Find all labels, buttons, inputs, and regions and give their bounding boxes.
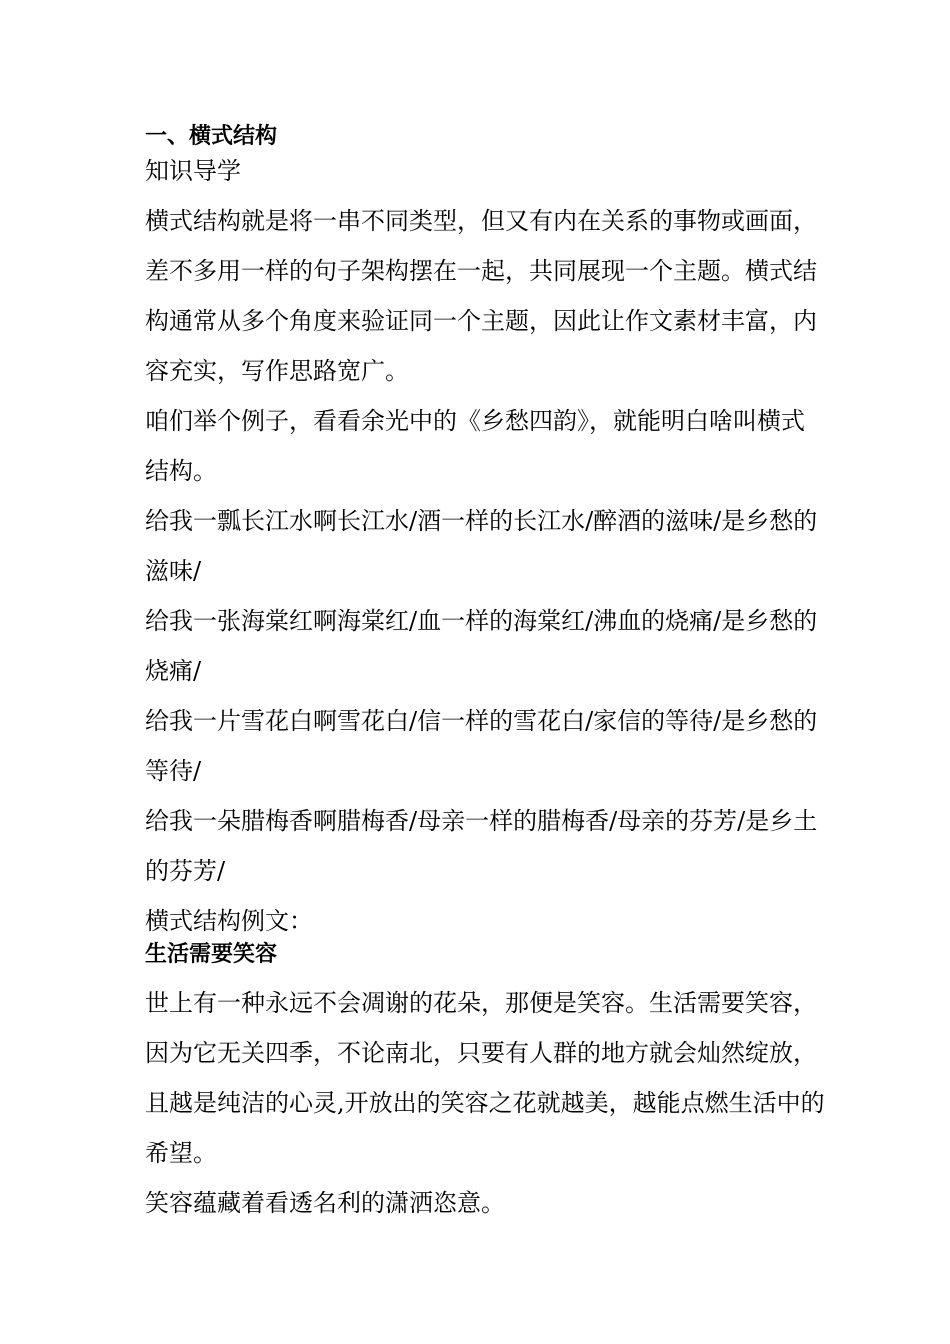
intro-paragraph	[145, 196, 817, 396]
poem	[145, 496, 818, 896]
poem-line: 给我一片雪花白啊雪花白/信一样的雪花白/家信的等待/是乡愁的	[145, 707, 818, 735]
poem-stanza	[145, 496, 818, 596]
subtitle: 知识导学	[145, 157, 241, 185]
document-page	[145, 120, 825, 1228]
essay-paragraph-2: 笑容蕴藏着看透名利的潇洒恣意。	[145, 1189, 505, 1217]
essay-title: 生活需要笑容	[145, 942, 278, 967]
paragraph-line: 横式结构就是将一串不同类型，但又有内在关系的事物或画面，	[145, 207, 817, 235]
poem-line: 滋味/	[145, 557, 202, 585]
paragraph-line: 希望。	[145, 1139, 217, 1167]
poem-stanza	[145, 796, 818, 896]
example-label: 横式结构例文：	[145, 907, 313, 935]
example-intro	[145, 396, 810, 496]
poem-stanza	[145, 696, 818, 796]
paragraph-line: 差不多用一样的句子架构摆在一起，共同展现一个主题。横式结	[145, 257, 817, 285]
paragraph-line: 且越是纯洁的心灵,开放出的笑容之花就越美，越能点燃生活中的	[145, 1089, 825, 1117]
poem-stanza	[145, 596, 818, 696]
section-title: 一、横式结构	[145, 124, 278, 149]
poem-line: 给我一朵腊梅香啊腊梅香/母亲一样的腊梅香/母亲的芬芳/是乡土	[145, 807, 818, 835]
paragraph-line: 容充实，写作思路宽广。	[145, 357, 409, 385]
paragraph-line: 结构。	[145, 457, 217, 485]
paragraph-line: 因为它无关四季，不论南北，只要有人群的地方就会灿然绽放，	[145, 1039, 817, 1067]
paragraph-line: 咱们举个例子，看看余光中的《乡愁四韵》，就能明白啥叫横式	[145, 407, 805, 435]
paragraph-line: 构通常从多个角度来验证同一个主题，因此让作文素材丰富，内	[145, 307, 817, 335]
poem-line: 的芬芳/	[145, 857, 226, 885]
poem-line: 给我一张海棠红啊海棠红/血一样的海棠红/沸血的烧痛/是乡愁的	[145, 607, 818, 635]
poem-line: 烧痛/	[145, 657, 202, 685]
poem-line: 给我一瓢长江水啊长江水/酒一样的长江水/醉酒的滋味/是乡愁的	[145, 507, 818, 535]
paragraph-line: 世上有一种永远不会凋谢的花朵，那便是笑容。生活需要笑容，	[145, 989, 817, 1017]
poem-line: 等待/	[145, 757, 202, 785]
essay-paragraph-1	[145, 978, 825, 1178]
